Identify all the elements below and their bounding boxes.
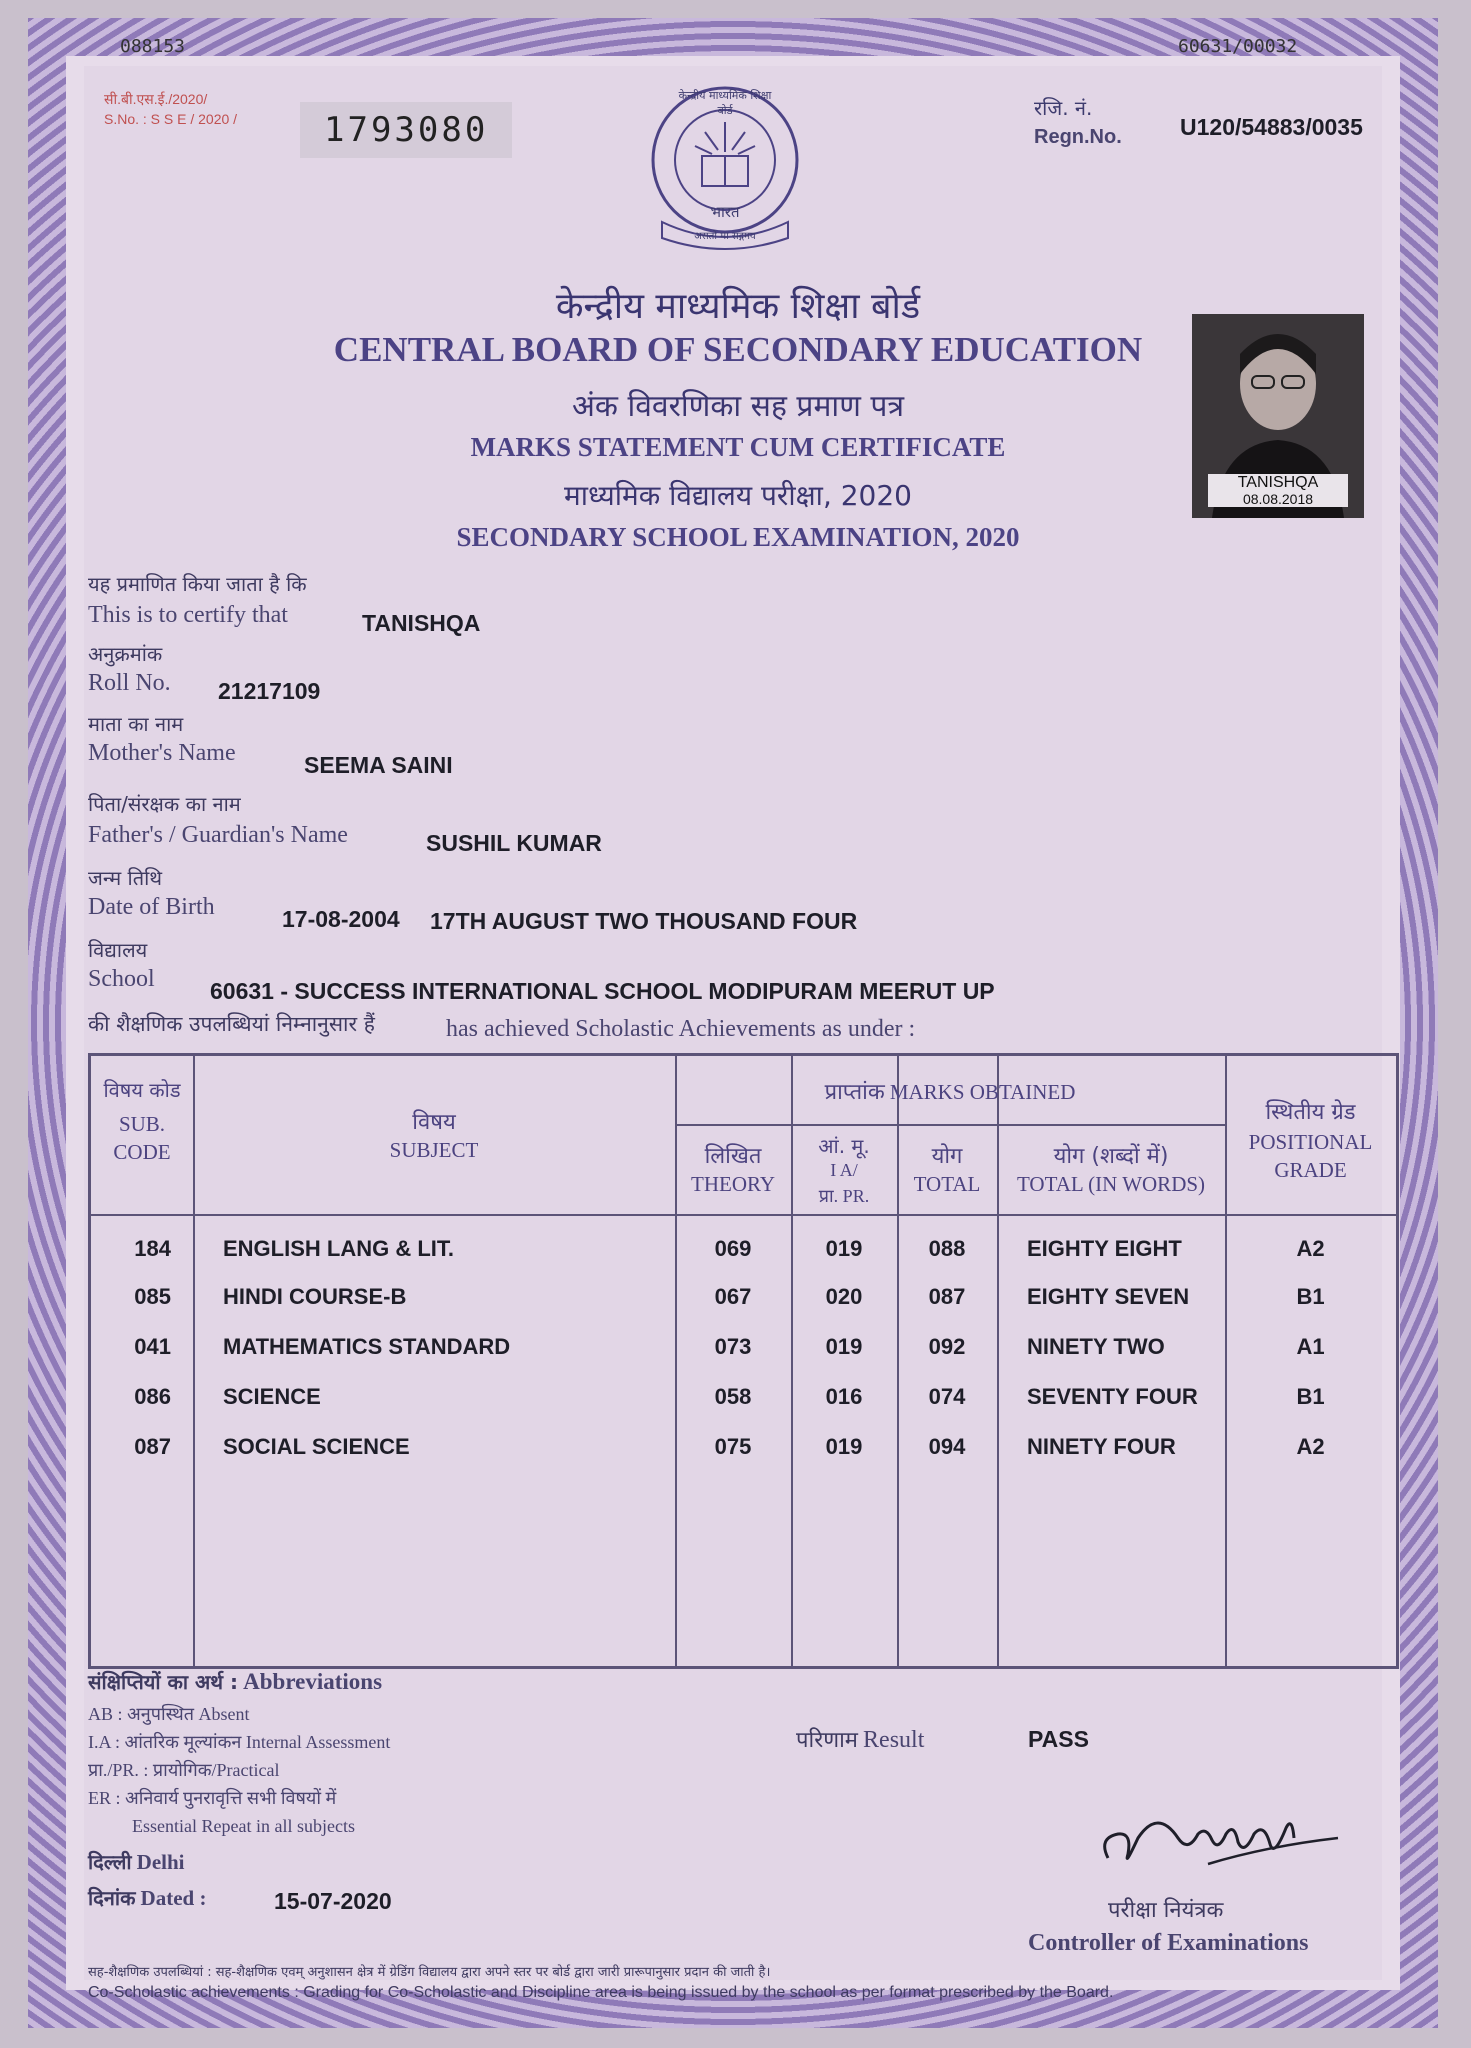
roll-number: 21217109 <box>218 678 321 704</box>
row-ia: 019 <box>825 1434 863 1459</box>
row-theory: 067 <box>714 1284 752 1309</box>
co-scholastic-note-hi: सह-शैक्षणिक उपलब्धियां : सह-शैक्षणिक एवम् अनुशासन क्षेत्र में ग्रेडिंग विद्यालय द्वारा अपने स्तर पर बोर्ड द्वारा जारी प्रारूपानुसार प्रदान की जाती है। <box>88 1965 771 1980</box>
row-theory: 075 <box>714 1434 752 1459</box>
red-print-line-1: सी.बी.एस.ई./2020/ <box>104 91 208 107</box>
row-code: 087 <box>134 1434 171 1459</box>
header-code-en-2: CODE <box>113 1140 171 1164</box>
header-subject-en: SUBJECT <box>389 1138 479 1162</box>
mother-label-hi: माता का नाम <box>88 712 184 736</box>
row-code: 085 <box>134 1284 171 1309</box>
result-label <box>796 1724 924 1754</box>
certify-label-en: This is to certify that <box>88 602 288 628</box>
regn-number: U120/54883/0035 <box>1180 114 1363 140</box>
school-label-hi: विद्यालय <box>88 938 148 962</box>
board-title-hi: केन्द्रीय माध्यमिक शिक्षा बोर्ड <box>555 286 921 327</box>
row-total-words: EIGHTY EIGHT <box>1027 1236 1182 1261</box>
controller-title-en: Controller of Examinations <box>1028 1930 1309 1956</box>
header-subject-hi: विषय <box>412 1110 456 1135</box>
dated-en: Dated : <box>140 1886 207 1910</box>
father-label-hi: पिता/संरक्षक का नाम <box>88 792 241 816</box>
row-total-words: NINETY FOUR <box>1027 1434 1176 1459</box>
header-words-hi: योग (शब्दों में) <box>1053 1144 1169 1169</box>
place-hi: दिल्ली <box>88 1850 132 1874</box>
header-theory-hi: लिखित <box>704 1144 762 1169</box>
table-row <box>91 1284 1396 1318</box>
school-label-en: School <box>88 966 155 992</box>
dob-words: 17TH AUGUST TWO THOUSAND FOUR <box>430 908 858 934</box>
achievement-label-en: has achieved Scholastic Achievements as under : <box>446 1016 916 1042</box>
header-total-hi: योग <box>931 1144 963 1169</box>
header-grade-en-1: POSITIONAL <box>1248 1130 1373 1154</box>
result-value: PASS <box>1028 1726 1089 1752</box>
row-theory: 058 <box>714 1384 752 1409</box>
board-title-en: CENTRAL BOARD OF SECONDARY EDUCATION <box>333 330 1143 369</box>
place <box>88 1848 185 1875</box>
row-subject: SOCIAL SCIENCE <box>223 1434 410 1459</box>
emblem-motto: असतो मा सद्गमय <box>694 231 756 242</box>
dated-hi: दिनांक <box>88 1886 136 1910</box>
abbreviations-heading <box>88 1668 382 1695</box>
marks-table <box>88 1053 1399 1669</box>
row-total: 092 <box>928 1334 966 1359</box>
serial-number: 1793080 <box>300 102 512 158</box>
abbreviations-heading-en: Abbreviations <box>243 1669 383 1694</box>
abbr-practical: प्रा./PR. : प्रायोगिक/Practical <box>88 1760 280 1780</box>
abbr-absent: AB : अनुपस्थित Absent <box>88 1704 250 1724</box>
exam-title-hi: माध्यमिक विद्यालय परीक्षा, 2020 <box>564 479 912 512</box>
student-name: TANISHQA <box>362 610 481 636</box>
row-total: 074 <box>928 1384 966 1409</box>
row-code: 184 <box>134 1236 171 1261</box>
row-code: 041 <box>134 1334 171 1359</box>
signature-icon <box>1088 1798 1348 1888</box>
row-ia: 020 <box>825 1284 863 1309</box>
controller-signature <box>1088 1798 1348 1888</box>
school-name: 60631 - SUCCESS INTERNATIONAL SCHOOL MODIPURAM MEERUT UP <box>210 978 995 1004</box>
top-right-code: 60631/00032 <box>1178 36 1298 57</box>
top-left-code: 088153 <box>120 36 186 57</box>
cbse-emblem <box>640 82 810 252</box>
abbr-internal-assessment: I.A : आंतरिक मूल्यांकन Internal Assessment <box>88 1732 391 1752</box>
header-ia-hi: आं. मू. <box>818 1134 870 1158</box>
header-marks-hi: प्राप्तांक <box>824 1080 885 1105</box>
abbr-essential-repeat: ER : अनिवार्य पुनरावृत्ति सभी विषयों में <box>88 1788 337 1808</box>
row-grade: B1 <box>1296 1284 1325 1309</box>
mother-label-en: Mother's Name <box>88 740 236 766</box>
result-label-en: Result <box>863 1727 925 1753</box>
issue-date: 15-07-2020 <box>274 1888 392 1914</box>
doc-title-en: MARKS STATEMENT CUM CERTIFICATE <box>470 432 1006 462</box>
header-code-en-1: SUB. <box>118 1112 166 1136</box>
doc-title-hi: अंक विवरणिका सह प्रमाण पत्र <box>571 389 905 424</box>
abbr-essential-repeat-en: Essential Repeat in all subjects <box>132 1816 355 1836</box>
table-row <box>91 1334 1396 1368</box>
row-subject: MATHEMATICS STANDARD <box>223 1334 511 1359</box>
row-code: 086 <box>134 1384 171 1409</box>
row-ia: 016 <box>825 1384 863 1409</box>
dob-value: 17-08-2004 <box>282 906 400 932</box>
row-ia: 019 <box>825 1236 863 1261</box>
row-total-words: EIGHTY SEVEN <box>1027 1284 1190 1309</box>
header-marks-en: MARKS OBTAINED <box>889 1080 1076 1104</box>
dob-label-hi: जन्म तिथि <box>88 866 163 890</box>
dob-label-en: Date of Birth <box>88 894 215 920</box>
roll-label-en: Roll No. <box>88 670 171 696</box>
red-print-line-2: S.No. : S S E / 2020 / <box>104 111 238 127</box>
emblem-country: भारत <box>710 203 740 221</box>
header-code-hi: विषय कोड <box>103 1078 181 1102</box>
certify-label-hi: यह प्रमाणित किया जाता है कि <box>88 572 307 596</box>
row-subject: ENGLISH LANG & LIT. <box>223 1236 454 1261</box>
regn-label-en: Regn.No. <box>1034 126 1122 148</box>
roll-label-hi: अनुक्रमांक <box>88 642 163 666</box>
header-marks <box>675 1076 1225 1106</box>
father-label-en: Father's / Guardian's Name <box>88 822 348 848</box>
co-scholastic-note-en: Co-Scholastic achievements : Grading for Co-Scholastic and Discipline area is being issued by the school as per format prescribed by the Board. <box>88 1984 1114 2001</box>
photo-name: TANISHQA <box>1208 474 1348 491</box>
header-pr: प्रा. PR. <box>818 1186 870 1206</box>
row-grade: A2 <box>1296 1434 1325 1459</box>
row-grade: A1 <box>1296 1334 1325 1359</box>
regn-label-hi: रजि. नं. <box>1034 96 1093 120</box>
row-grade: B1 <box>1296 1384 1325 1409</box>
header-theory-en: THEORY <box>691 1172 775 1196</box>
row-grade: A2 <box>1296 1236 1325 1261</box>
header-ia-en: I A/ <box>830 1160 858 1180</box>
row-subject: HINDI COURSE-B <box>223 1284 407 1309</box>
row-total: 087 <box>928 1284 966 1309</box>
header-total-en: TOTAL <box>913 1172 981 1196</box>
row-total-words: SEVENTY FOUR <box>1027 1384 1198 1409</box>
dated <box>88 1884 206 1911</box>
row-total: 094 <box>928 1434 966 1459</box>
row-subject: SCIENCE <box>223 1384 321 1409</box>
table-row <box>91 1384 1396 1418</box>
table-row <box>91 1434 1396 1468</box>
row-total-words: NINETY TWO <box>1027 1334 1165 1359</box>
marksheet <box>28 18 1438 2028</box>
row-theory: 069 <box>714 1236 752 1261</box>
exam-title-en: SECONDARY SCHOOL EXAMINATION, 2020 <box>456 522 1020 552</box>
controller-title-hi: परीक्षा नियंत्रक <box>1108 1898 1224 1923</box>
student-photo <box>1192 314 1364 518</box>
emblem-text: केन्द्रीय माध्यमिक शिक्षा बोर्ड <box>678 89 772 117</box>
header-words-en: TOTAL (IN WORDS) <box>1016 1172 1206 1196</box>
table-row <box>91 1236 1396 1270</box>
place-en: Delhi <box>136 1850 185 1874</box>
row-total: 088 <box>928 1236 966 1261</box>
mother-name: SEEMA SAINI <box>304 752 453 778</box>
row-theory: 073 <box>714 1334 752 1359</box>
header-grade-hi: स्थितीय ग्रेड <box>1265 1100 1356 1125</box>
header-grade-en-2: GRADE <box>1274 1158 1347 1182</box>
result-label-hi: परिणाम <box>796 1728 858 1753</box>
row-ia: 019 <box>825 1334 863 1359</box>
abbreviations-heading-hi: संक्षिप्तियों का अर्थ : <box>88 1670 239 1694</box>
photo-date: 08.08.2018 <box>1208 491 1348 507</box>
father-name: SUSHIL KUMAR <box>426 830 602 856</box>
achievement-label-hi: की शैक्षणिक उपलब्धियां निम्नानुसार हैं <box>88 1012 375 1036</box>
